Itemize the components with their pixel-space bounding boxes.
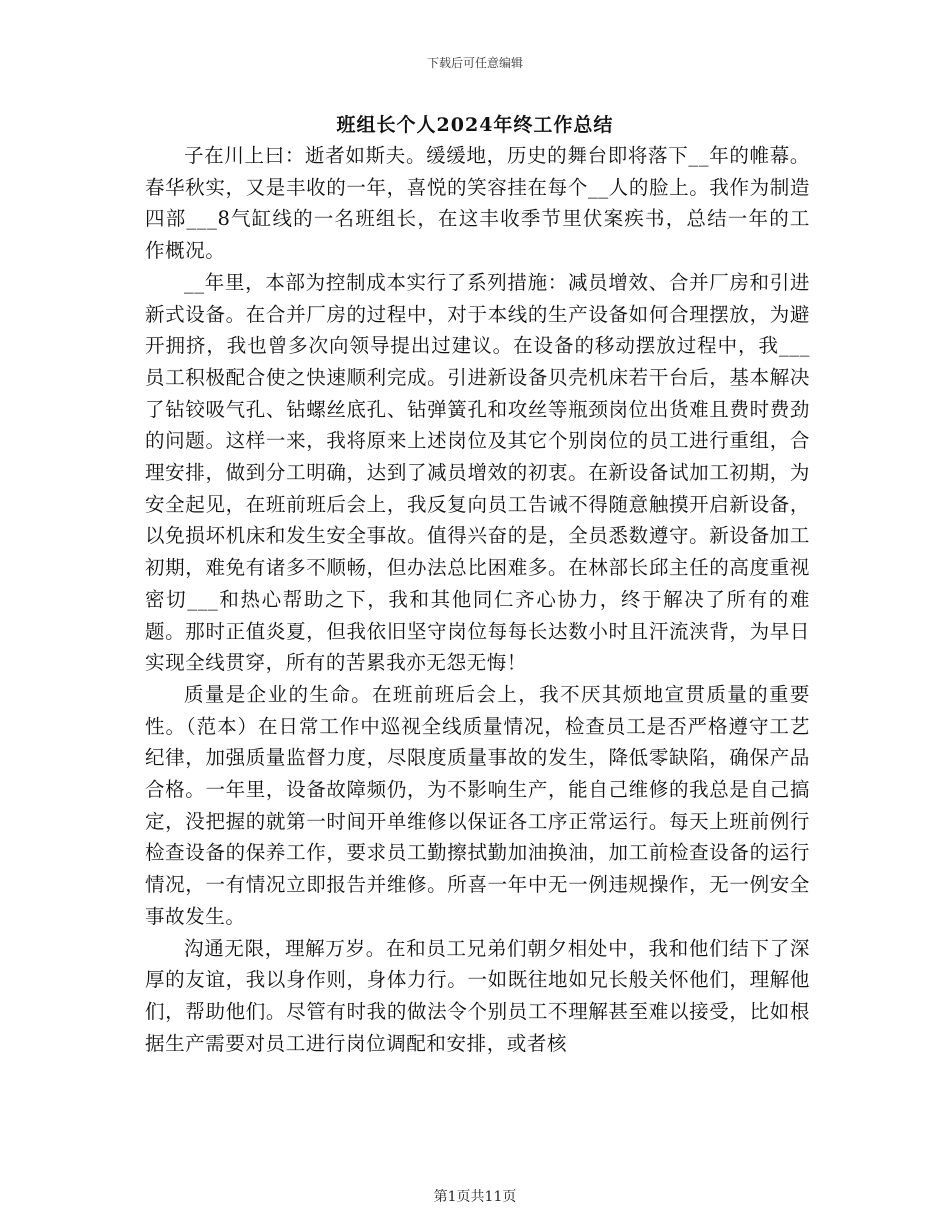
document-body bbox=[145, 140, 810, 1059]
document-title: 班组长个人2024年终工作总结 bbox=[336, 114, 614, 136]
paragraph-3: 质量是企业的生命。在班前班后会上，我不厌其烦地宣贯质量的重要性。（范本）在日常工作中巡视全线质量情况，检查员工是否严格遵守工艺纪律，加强质量监督力度，尽限度质量事故的发生，降低零缺陷，确保产品合格。一年里，设备故障频仍，为不影响生产，能自己维修的我总是自己搞定，没把握的就第一时间开单维修以保证各工序正常运行。每天上班前例行检查设备的保养工作，要求员工勤擦拭勤加油换油，加工前检查设备的运行情况，一有情况立即报告并维修。所喜一年中无一例违规操作，无一例安全事故发生。 bbox=[145, 682, 810, 928]
paragraph-2: __年里，本部为控制成本实行了系列措施：减员增效、合并厂房和引进新式设备。在合并厂房的过程中，对于本线的生产设备如何合理摆放，为避开拥挤，我也曾多次向领导提出过建议。在设备的移动摆放过程中，我___员工积极配合使之快速顺利完成。引进新设备贝壳机床若干台后，基本解决了钻铰吸气孔、钻螺丝底孔、钻弹簧孔和攻丝等瓶颈岗位出货难且费时费劲的问题。这样一来，我将原来上述岗位及其它个别岗位的员工进行重组，合理安排，做到分工明确，达到了减员增效的初衷。在新设备试加工初期，为安全起见，在班前班后会上，我反复向员工告诫不得随意触摸开启新设备，以免损坏机床和发生安全事故。值得兴奋的是，全员悉数遵守。新设备加工初期，难免有诸多不顺畅，但办法总比困难多。在林部长邱主任的高度重视密切___和热心帮助之下，我和其他同仁齐心协力，终于解决了所有的难题。那时正值炎夏，但我依旧坚守岗位每每长达数小时且汗流浃背，为早日实现全线贯穿，所有的苦累我亦无怨无悔！ bbox=[145, 270, 810, 675]
paragraph-4: 沟通无限，理解万岁。在和员工兄弟们朝夕相处中，我和他们结下了深厚的友谊，我以身作则，身体力行。一如既往地如兄长般关怀他们，理解他们，帮助他们。尽管有时我的做法令个别员工不理解甚至难以接受，比如根据生产需要对员工进行岗位调配和安排，或者核 bbox=[145, 936, 810, 1055]
paragraph-1: 子在川上曰：逝者如斯夫。缓缓地，历史的舞台即将落下__年的帷幕。春华秋实，又是丰收的一年，喜悦的笑容挂在每个__人的脸上。我作为制造四部___8气缸线的一名班组长，在这丰收季节里伏案疾书，总结一年的工作概况。 bbox=[145, 144, 810, 263]
header-note: 下载后可任意编辑 bbox=[426, 56, 523, 70]
page-footer: 第1页共11页 bbox=[433, 1189, 517, 1205]
